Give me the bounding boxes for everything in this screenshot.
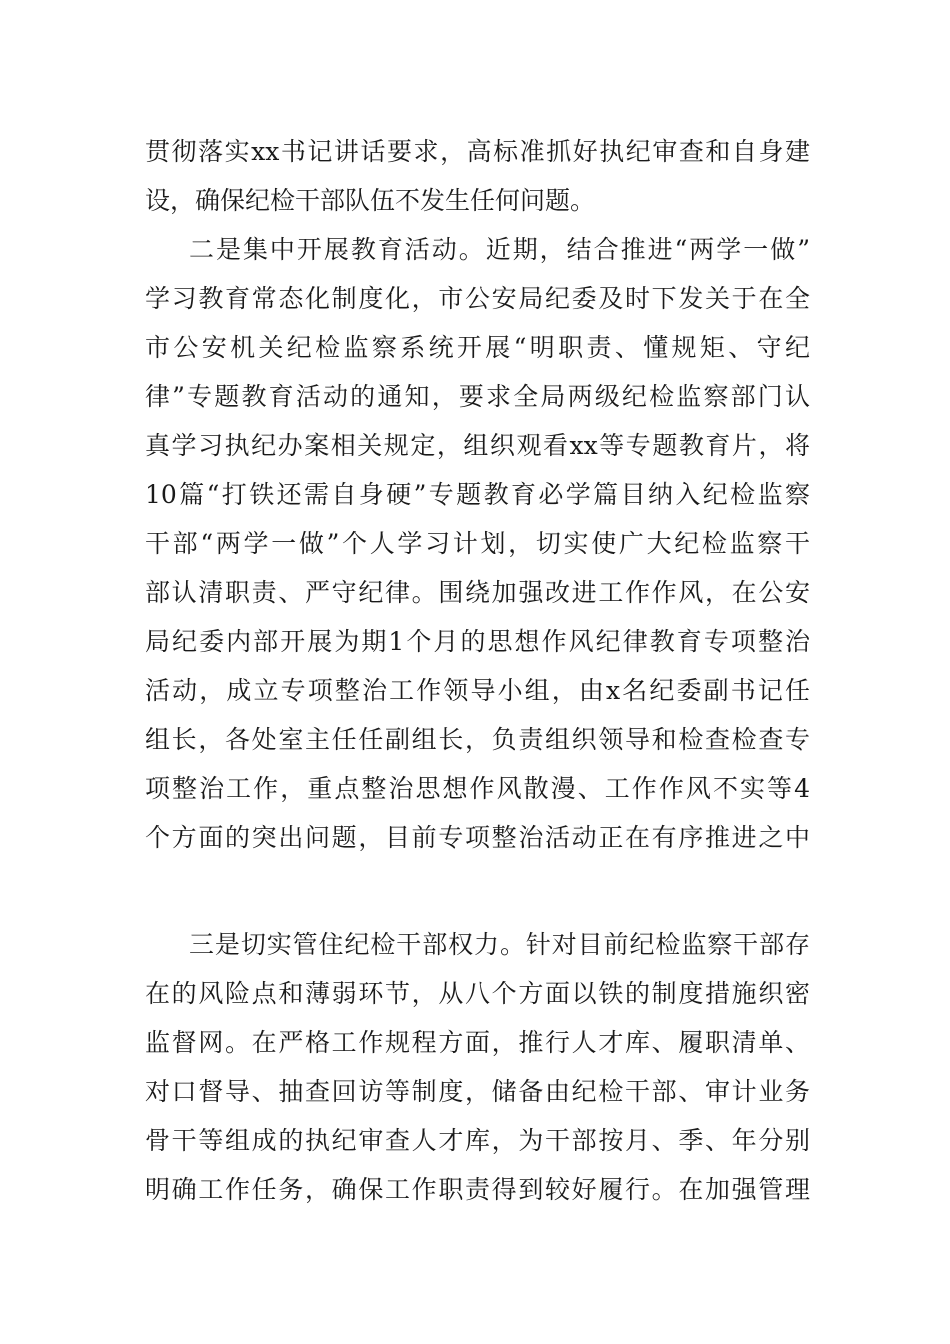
- text-line: 局纪委内部开展为期1个月的思想作风纪律教育专项整治: [145, 627, 810, 656]
- text-line: 项整治工作，重点整治思想作风散漫、工作作风不实等4: [145, 774, 810, 803]
- text-line: 10篇“打铁还需自身硬”专题教育必学篇目纳入纪检监察: [145, 480, 810, 509]
- text-line: 明确工作任务，确保工作职责得到较好履行。在加强管理: [145, 1175, 810, 1204]
- text-line: 活动，成立专项整治工作领导小组，由x名纪委副书记任: [145, 676, 810, 705]
- text-line: 组长，各处室主任任副组长，负责组织领导和检查检查专: [145, 725, 810, 754]
- text-line: 二是集中开展教育活动。近期，结合推进“两学一做”: [189, 235, 810, 264]
- text-line: 对口督导、抽查回访等制度，储备由纪检干部、审计业务: [145, 1077, 810, 1106]
- text-line: 部认清职责、严守纪律。围绕加强改进工作作风，在公安: [145, 578, 810, 607]
- text-line: 个方面的突出问题，目前专项整治活动正在有序推进之中: [145, 823, 810, 852]
- text-line: 骨干等组成的执纪审查人才库，为干部按月、季、年分别: [145, 1126, 810, 1155]
- text-line: 贯彻落实xx书记讲话要求，高标准抓好执纪审查和自身建: [145, 137, 810, 166]
- text-line: 在的风险点和薄弱环节，从八个方面以铁的制度措施织密: [145, 979, 810, 1008]
- text-line: 设，确保纪检干部队伍不发生任何问题。: [145, 186, 596, 215]
- text-line: 监督网。在严格工作规程方面，推行人才库、履职清单、: [145, 1028, 810, 1057]
- text-line: 学习教育常态化制度化，市公安局纪委及时下发关于在全: [145, 284, 810, 313]
- text-line: 律”专题教育活动的通知，要求全局两级纪检监察部门认: [145, 382, 810, 411]
- text-line: 三是切实管住纪检干部权力。针对目前纪检监察干部存: [189, 930, 810, 959]
- text-line: 干部“两学一做”个人学习计划，切实使广大纪检监察干: [145, 529, 810, 558]
- text-line: 市公安机关纪检监察系统开展“明职责、懂规矩、守纪: [145, 333, 810, 362]
- text-line: 真学习执纪办案相关规定，组织观看xx等专题教育片，将: [145, 431, 810, 460]
